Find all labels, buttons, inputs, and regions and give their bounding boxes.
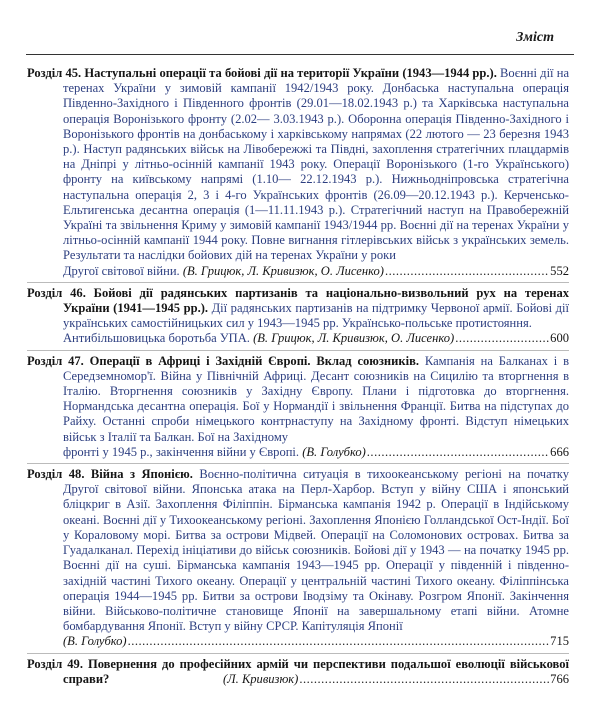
entry-divider (27, 282, 569, 283)
entry-page-number: 552 (550, 263, 569, 278)
entry-page-number: 715 (550, 634, 569, 649)
entry-body: Дії радянських партизанів на підтримку Червоної армії. Бойові дії українських самостійницьких сил у 1943—1945 рр. Українсько-польське протистояння. (63, 301, 569, 331)
entry-body: Кампанія на Балканах і в Середземномор'ї. Війна у Північній Африці. Десант союзників на Сицилію та вторгнення в Італію. Вторгнення союзників у Західну Європу. Плани і підготовка до вторгнення. Нормандська десантна операція. Бої у Нормандії і звільнення Франції. Битва на підступах до Райху. Останні спроби німецького контрнаступу на Західному фронті. Відступ німецьких військ з Італії та Балкан. Бої на Західному (63, 353, 569, 444)
entry-authors: (В. Голубко) (302, 444, 366, 459)
entry-title: Розділ 49. Повернення до професійних армій чи перспективи подальшої еволюції військової справи? (27, 656, 569, 686)
entry-authors: (В. Грицюк, Л. Кривизюк, О. Лисенко) (182, 263, 384, 278)
entry-paragraph (27, 353, 569, 445)
entry-authors: (В. Голубко) (63, 634, 127, 649)
entry-page-number: 766 (550, 671, 569, 686)
header-rule (26, 54, 574, 55)
dot-leader (385, 264, 549, 279)
entry-lastline (63, 634, 569, 649)
entry-title: Розділ 47. Операції в Африці і Західній Європі. Вклад союзників. (27, 353, 420, 368)
entry-lastline (63, 331, 569, 346)
entry-last-text (223, 672, 298, 687)
dot-leader (367, 445, 549, 460)
entry-paragraph (27, 467, 569, 634)
entry-paragraph (27, 285, 569, 332)
entry-body: Воєнні дії на теренах України у зимовій кампанії 1942/1943 року. Донбаська наступальна операція Південно-Західного і Південного фронтів (29.01—18.02.1943 р.) та Харківська наступальна операція Воронізького фронту (2.02— 3.03.1943 р.). Оборонна операція Південно-Західного і Воронізького фронтів на донбаському і харківському напрямах (22 лютого — 23 березня 1943 р.). Наступ радянських військ на Лівобережжі та Півдні, захоплення стратегічних плацдармів на Дніпрі у літньо-осінній кампанії 1943 року. Операції Воронізького (1-го Українського) фронту на київському напрямі (1.10— 22.12.1943 р.). Нижньодніпровська стратегічна наступальна операція 2, 3 і 4-го Українських фронтів (26.09—20.12.1943 р.). Керченсько-Ельтигенська десантна операція (1—11.11.1943 р.). Стратегічний наступ на Правобережній Україні та звільнення Криму у зимовій кампанії 1943/1944 рр. Воєнні дії на теренах України у літньо-осінній кампанії 1944 року. Повне вигнання гітлерівських військ з українських земель. Результати та наслідки бойових дій на теренах України у роки (63, 66, 570, 263)
entry-lastline (63, 672, 569, 687)
dot-leader (299, 672, 549, 687)
toc-entry-46[interactable] (27, 286, 569, 347)
entry-last-text (63, 634, 127, 649)
running-title: Зміст (516, 30, 554, 45)
entry-divider (27, 653, 569, 654)
toc-entry-45[interactable] (27, 66, 569, 279)
toc-entry-49[interactable] (27, 657, 569, 687)
entry-page-number: 600 (550, 331, 569, 346)
entry-divider (27, 350, 569, 351)
entry-divider (27, 463, 569, 464)
dot-leader (128, 634, 550, 649)
dot-leader (455, 331, 549, 346)
toc-entry-47[interactable] (27, 354, 569, 460)
entry-title: Розділ 46. Бойові дії радянських партизанів та національно-визвольний рух на теренах України (1941—1945 рр.). (27, 285, 569, 316)
entry-authors: (Л. Кривизюк) (223, 671, 299, 686)
entry-lastline (63, 445, 569, 460)
entry-page-number: 666 (550, 444, 569, 459)
entry-authors: (В. Грицюк, Л. Кривизюк, О. Лисенко) (253, 331, 455, 346)
table-of-contents (27, 66, 569, 687)
entry-body: Воєнно-політична ситуація в тихоокеанському регіоні на початку Другої світової війни. Японська атака на Перл-Харбор. Вступ у війну США і японський бліцкриг в Азії. Захоплення Філіппін. Бірманська кампанія 1942 р. Операції в Індійському океані. Воєнні дії у Тихоокеанському регіоні. Захоплення Японією Голландської Ост-Індії. Бої у Кораловому морі. Битва за острови Мідвей. Операції на Соломонових островах. Битва за Гуадалканал. Перехід ініціативи до військ союзників. Бойові дії у 1943 — на початку 1945 рр. Воєнні дії на суші. Бірманська кампанія 1943—1945 рр. Операції у південній і південно-західній частині Тихого океану. Операції у центральній частині Тихого океану. Філіппінська операція 1944—1945 рр. Битви за острови Іводзіму та Окінаву. Розгром Японії. Закінчення війни. Військово-політичне становище Японії на завершальному етапі війни. Атомне бомбардування Японії. Вступ у війну СРСР. Капітуляція Японії (63, 467, 569, 634)
entry-title: Розділ 48. Війна з Японією. (27, 467, 193, 482)
toc-entry-48[interactable] (27, 467, 569, 649)
entry-last-text: фронті у 1945 р., закінчення війни у Європі. (В. Голубко) (63, 444, 366, 459)
entry-last-text: Другої світової війни. (В. Грицюк, Л. Кривизюк, О. Лисенко) (63, 263, 384, 278)
entry-last-text: Антибільшовицька боротьба УПА. (В. Грицюк, Л. Кривизюк, О. Лисенко) (63, 331, 455, 346)
entry-paragraph (27, 66, 570, 264)
entry-lastline (63, 264, 569, 279)
entry-title: Розділ 45. Наступальні операції та бойові дії на території України (1943—1944 рр.). (27, 66, 497, 80)
